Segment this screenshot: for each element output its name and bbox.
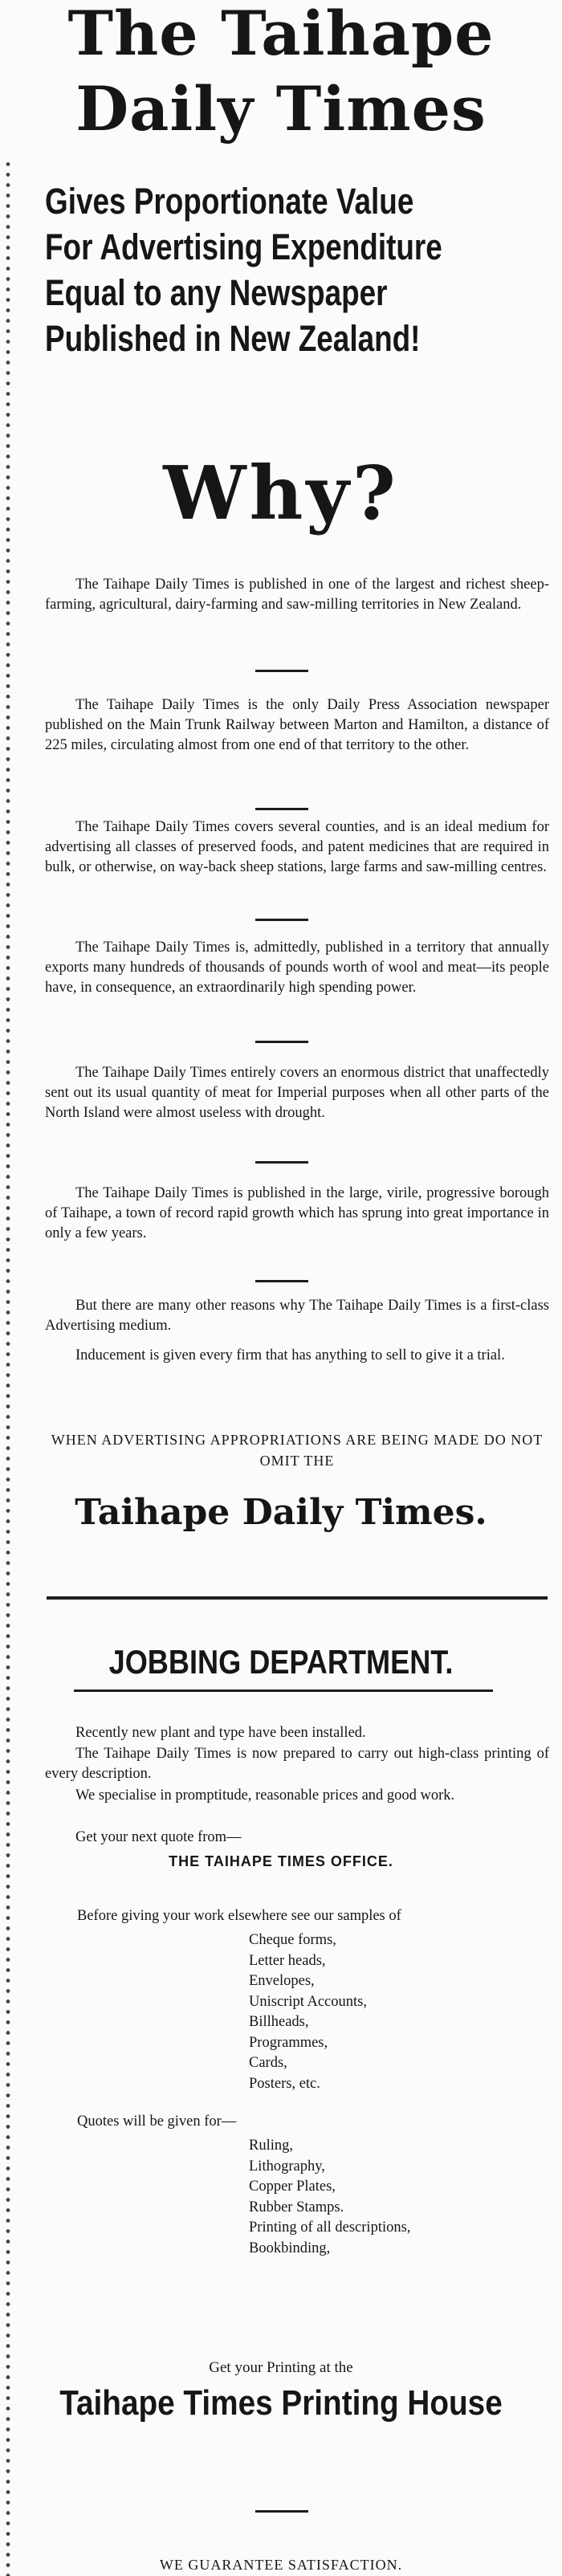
list-item: Uniscript Accounts, — [249, 1993, 367, 2010]
tagline-line: Equal to any Newspaper — [45, 272, 388, 313]
divider — [255, 1041, 308, 1043]
office-name: THE TAIHAPE TIMES OFFICE. — [169, 1853, 393, 1869]
get-printing-line: Get your Printing at the — [209, 2359, 353, 2376]
jobbing-paragraph: The Taihape Daily Times is now prepared to carry out high-class printing of every description. — [45, 1746, 549, 1782]
divider — [255, 670, 308, 672]
divider — [255, 1161, 308, 1164]
jobbing-heading: JOBBING DEPARTMENT. — [108, 1643, 454, 1681]
list-item: Lithography, — [249, 2158, 325, 2175]
list-item: Copper Plates, — [249, 2179, 336, 2195]
reason-paragraph: The Taihape Daily Times is, admittedly, published in a territory that annually exports many hundreds of thousands of pounds worth of wool and meat—its people have, in consequence, an extraordinarily high spending power. — [45, 940, 549, 996]
section-divider — [47, 1596, 548, 1600]
masthead-line-1: The Taihape — [67, 0, 495, 69]
tagline-line: Gives Proportionate Value — [45, 181, 414, 222]
tagline-line: For Advertising Expenditure — [45, 226, 442, 267]
divider — [255, 808, 308, 810]
why-heading: Why? — [163, 450, 399, 536]
list-item: Posters, etc. — [249, 2075, 320, 2092]
paper-name: Taihape Daily Times. — [75, 1492, 487, 1533]
divider — [255, 919, 308, 921]
tagline-line: Published in New Zealand! — [45, 318, 421, 359]
printing-house-title: Taihape Times Printing House — [59, 2383, 503, 2423]
masthead — [0, 0, 562, 145]
jobbing-paragraph: We specialise in promptitude, reasonable prices and good work. — [75, 1787, 455, 1804]
jobbing-paragraph: Recently new plant and type have been installed. — [75, 1725, 366, 1741]
list-item: Programmes, — [249, 2034, 328, 2051]
reason-paragraph: But there are many other reasons why The Taihape Daily Times is a first-class Advertising medium. — [45, 1298, 549, 1334]
list-item: Ruling, — [249, 2138, 293, 2154]
appropriations-notice: WHEN ADVERTISING APPROPRIATIONS ARE BEING MADE DO NOT OMIT THE — [51, 1432, 544, 1469]
reason-paragraph: The Taihape Daily Times is published in the large, virile, progressive borough of Taihape, a town of record rapid growth which has sprung into great importance in only a few years. — [45, 1185, 549, 1241]
jobbing-underline — [74, 1689, 493, 1692]
reason-paragraph: Inducement is given every firm that has anything to sell to give it a trial. — [75, 1347, 505, 1363]
list-item: Billheads, — [249, 2014, 309, 2030]
masthead-line-2: Daily Times — [75, 73, 487, 145]
list-item: Rubber Stamps. — [249, 2199, 344, 2215]
reason-paragraph: The Taihape Daily Times covers several counties, and is an ideal medium for advertising all classes of preserved foods, and patent medicines that are required in bulk, or otherwise, on way-back sheep stations, large farms and saw-milling centres. — [45, 819, 549, 875]
list-item: Bookbinding, — [249, 2240, 331, 2256]
reason-paragraph: The Taihape Daily Times is the only Daily Press Association newspaper published on the Main Trunk Railway between Marton and Hamilton, a distance of 225 miles, circulating almost from one end of that territory to the other. — [45, 697, 549, 753]
divider — [255, 2510, 308, 2513]
jobbing-paragraph: Get your next quote from— — [75, 1829, 242, 1845]
list-item: Envelopes, — [249, 1973, 315, 1989]
divider — [255, 1280, 308, 1282]
guarantee-line: WE GUARANTEE SATISFACTION. — [159, 2557, 403, 2573]
reason-paragraph: The Taihape Daily Times is published in one of the largest and richest sheep-farming, agricultural, dairy-farming and saw-milling territories in New Zealand. — [45, 577, 549, 613]
list-item: Cards, — [249, 2055, 287, 2071]
tagline — [45, 178, 453, 361]
reason-paragraph: The Taihape Daily Times entirely covers an enormous district that unaffectedly sent out its usual quantity of meat for Imperial purposes when all other parts of the North Island were almost useless with drought. — [45, 1065, 549, 1121]
samples-intro: Before giving your work elsewhere see our samples of — [77, 1908, 401, 1924]
quotes-list — [249, 2136, 410, 2259]
list-item: Cheque forms, — [249, 1932, 336, 1948]
list-item: Letter heads, — [249, 1952, 326, 1969]
samples-list — [249, 1930, 367, 2094]
list-item: Printing of all descriptions, — [249, 2219, 411, 2236]
quotes-intro: Quotes will be given for— — [77, 2113, 237, 2130]
